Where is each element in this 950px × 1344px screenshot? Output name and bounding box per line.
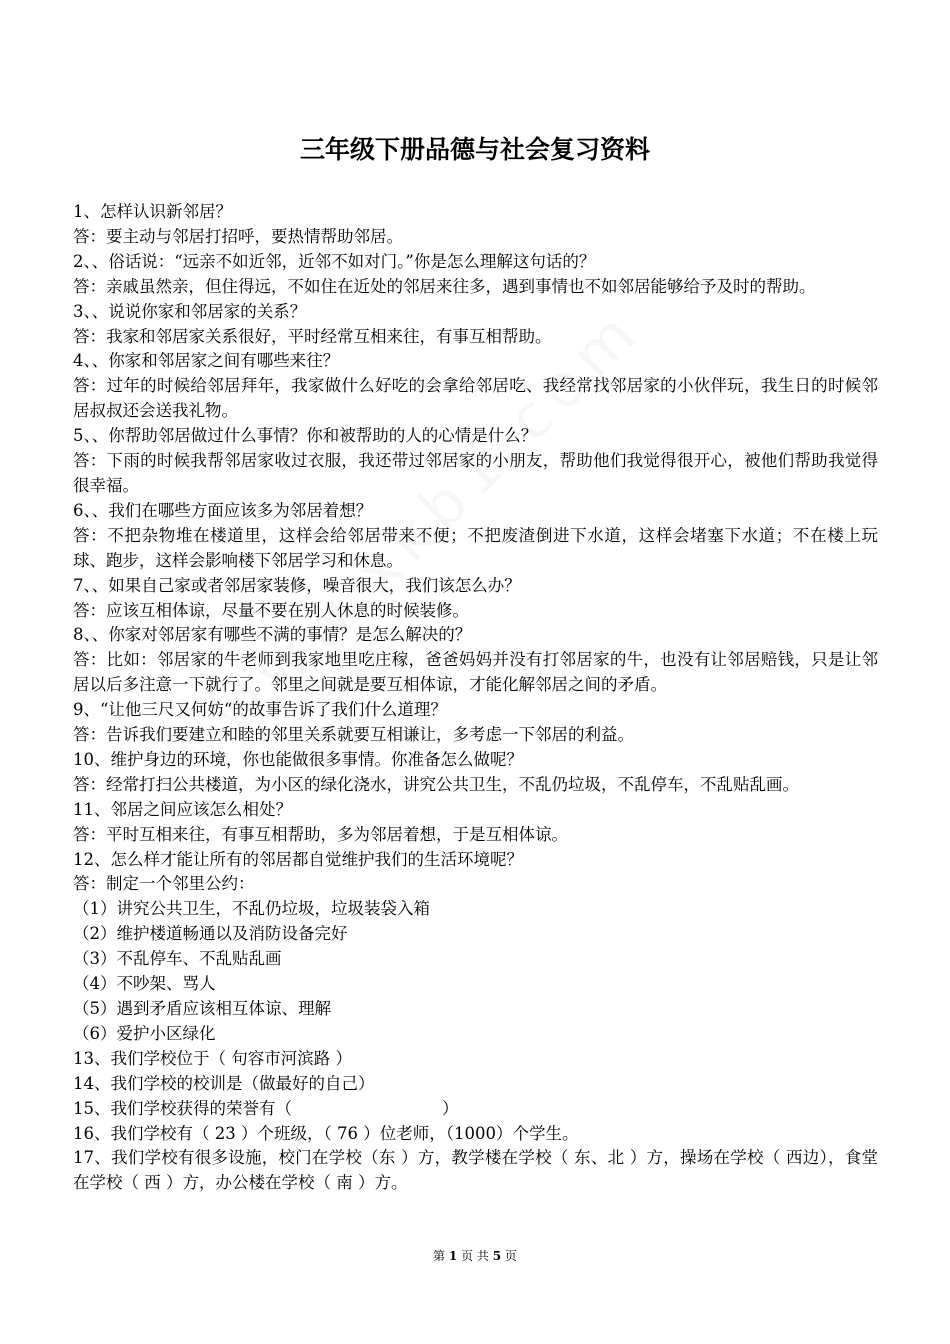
list-item: （6）爱护小区绿化 [73,1023,216,1043]
current-page-number: 1 [448,1249,458,1263]
answer-line: 答：经常打扫公共楼道，为小区的绿化浇水，讲究公共卫生，不乱仍垃圾，不乱停车，不乱贴乱画。 [73,774,799,794]
list-item: （5）遇到矛盾应该相互体谅、理解 [73,999,331,1018]
list-item: （3）不乱停车、不乱贴乱画 [73,949,282,969]
page-footer [0,1248,950,1264]
question-line: 5、、你帮助邻居做过什么事情？你和被帮助的人的心情是什么？ [73,426,538,446]
question-line: 2、、俗话说：“远亲不如近邻，近邻不如对门。”你是怎么理解这句话的？ [73,251,596,271]
footer-post: 页 [504,1249,517,1263]
question-line: 12、怎么样才能让所有的邻居都自觉维护我们的生活环境呢？ [73,849,523,869]
question-line: 3、、说说你家和邻居家的关系？ [73,301,307,321]
list-item: （4）不吵架、骂人 [73,974,216,994]
question-15-suffix: ） [442,1098,459,1118]
answer-line: 答：制定一个邻里公约： [73,874,255,894]
answer-line: 答：下雨的时候我帮邻居家收过衣服，我还带过邻居家的小朋友，帮助他们我觉得很开心，被他们帮助我觉得很幸福。 [73,451,878,495]
answer-line: 答：我家和邻居家关系很好，平时经常互相来往，有事互相帮助。 [73,326,552,346]
question-line: 8、、你家对邻居家有哪些不满的事情？是怎么解决的？ [73,625,472,645]
answer-line: 答：比如：邻居家的牛老师到我家地里吃庄稼，爸爸妈妈并没有打邻居家的牛，也没有让邻居赔钱，只是让邻居以后多注意一下就行了。邻里之间就是要互相体谅，才能化解邻居之间的矛盾。 [73,650,878,695]
answer-line: 答：告诉我们要建立和睦的邻里关系就要互相谦让，多考虑一下邻居的利益。 [73,725,634,745]
list-item: （1）讲究公共卫生，不乱仍垃圾，垃圾装袋入箱 [73,899,430,919]
answer-line: 答：过年的时候给邻居拜年，我家做什么好吃的会拿给邻居吃、我经常找邻居家的小伙伴玩，我生日的时候邻居叔叔还会送我礼物。 [73,376,878,421]
question-line: 11、邻居之间应该怎么相处？ [73,799,292,819]
footer-pre: 第 [433,1249,446,1263]
answer-line: 答：不把杂物堆在楼道里，这样会给邻居带来不便；不把废渣倒进下水道，这样会堵塞下水道；不在楼上玩球、跑步，这样会影响楼下邻居学习和休息。 [73,525,878,570]
document-body [73,200,878,1196]
answer-line: 答：亲戚虽然亲，但住得远，不如住在近处的邻居来往多，遇到事情也不如邻居能够给予及时的帮助。 [73,276,816,296]
question-line: 17、我们学校有很多设施，校门在学校（东 ）方，教学楼在学校（ 东、北 ）方，操场在学校（ 西边），食堂在学校（ 西 ）方，办公楼在学校（ 南 ）方。 [73,1148,878,1193]
question-line: 10、维护身边的环境，你也能做很多事情。你准备怎么做呢？ [73,749,523,769]
question-line: 6、、我们在哪些方面应该多为邻居着想？ [73,500,373,520]
footer-mid: 页 共 [461,1249,489,1263]
question-line: 9、“让他三尺又何妨“的故事告诉了我们什么道理？ [73,700,447,720]
question-line: 4、、你家和邻居家之间有哪些来往？ [73,351,340,371]
question-line: 14、我们学校的校训是（做最好的自己） [73,1073,375,1093]
list-item: （2）维护楼道畅通以及消防设备完好 [73,924,348,944]
question-15-prefix: 15、我们学校获得的荣誉有（ [73,1098,292,1118]
answer-line: 答：要主动与邻居打招呼，要热情帮助邻居。 [73,226,403,246]
answer-line: 答：应该互相体谅，尽量不要在别人休息的时候装修。 [73,600,469,620]
question-line: 16、我们学校有（ 23 ）个班级，（ 76 ）位老师，（1000）个学生。 [73,1123,579,1143]
answer-line: 答：平时互相来往，有事互相帮助，多为邻居着想，于是互相体谅。 [73,824,568,844]
question-line: 1、怎样认识新邻居？ [73,202,232,221]
question-line: 7、、如果自己家或者邻居家装修，噪音很大，我们该怎么办？ [73,575,521,595]
question-line: 13、我们学校位于（ 句容市河滨路 ） [73,1048,352,1068]
page-title: 三年级下册品德与社会复习资料 [299,135,650,164]
total-page-number: 5 [492,1249,502,1263]
question-line-15 [73,1097,878,1122]
